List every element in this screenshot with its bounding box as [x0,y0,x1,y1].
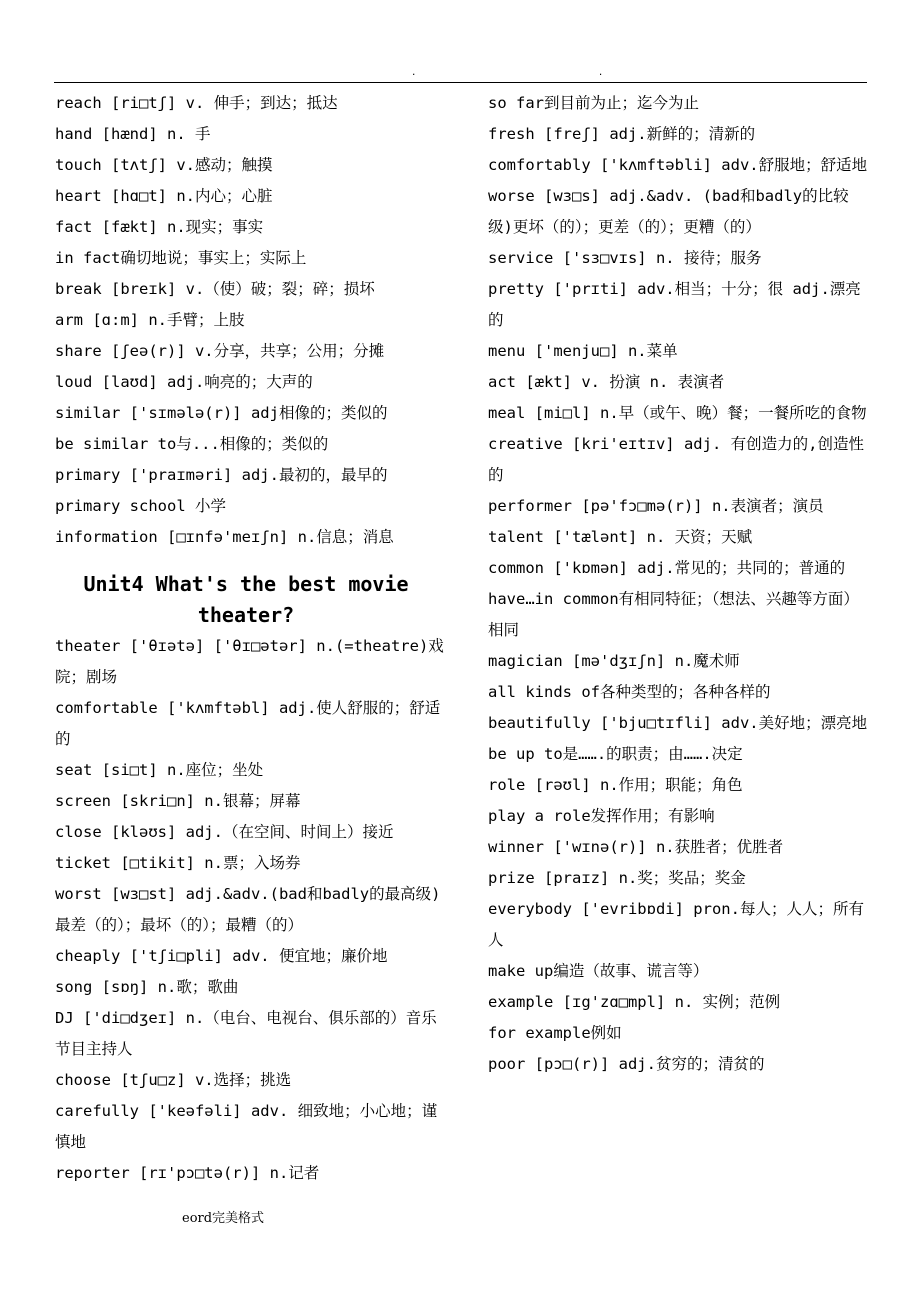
vocab-list-right [488,88,868,1080]
vocab-entry: share [ʃeə(r)] v.分享，共享；公用；分摊 [55,342,385,360]
footer-text: eord完美格式 [182,1211,265,1226]
vocab-entry: role [rəʊl] n.作用；职能；角色 [488,776,743,794]
vocab-entry: seat [si□t] n.座位；坐处 [55,761,264,779]
vocab-entry: menu ['menju□] n.菜单 [488,342,678,360]
vocab-entry: comfortably ['kʌmftəbli] adv.舒服地；舒适地 [488,156,868,174]
unit-title: Unit4 What's the best movie theater? [83,572,409,627]
vocab-entry: primary school 小学 [55,497,226,515]
vocab-entry: service ['sɜ□vɪs] n. 接待；服务 [488,249,762,267]
vocab-entry: meal [mi□l] n.早（或午、晚）餐；一餐所吃的食物 [488,404,867,422]
header-rule [54,82,867,83]
left-column [55,88,447,1189]
vocab-entry: be up to是…….的职责；由…….决定 [488,745,743,763]
vocab-entry: in fact确切地说；事实上；实际上 [55,249,307,267]
vocab-list-left-bottom [55,631,447,1189]
vocab-entry: magician [mə'dʒɪʃn] n.魔术师 [488,652,740,670]
vocab-entry: touch [tʌtʃ] v.感动；触摸 [55,156,273,174]
vocab-entry: pretty ['prɪti] adv.相当；十分；很 adj.漂亮的 [488,280,861,329]
vocab-entry: be similar to与...相像的；类似的 [55,435,329,453]
vocab-entry: play a role发挥作用；有影响 [488,807,715,825]
vocab-entry: ticket [□tikit] n.票；入场券 [55,854,301,872]
vocab-entry: fact [fækt] n.现实；事实 [55,218,264,236]
vocab-entry: creative [kri'eɪtɪv] adj. 有创造力的,创造性的 [488,435,864,484]
vocab-entry: common ['kɒmən] adj.常见的；共同的；普通的 [488,559,846,577]
vocab-entry: act [ækt] v. 扮演 n. 表演者 [488,373,725,391]
vocab-entry: choose [tʃu□z] v.选择；挑选 [55,1071,292,1089]
vocab-entry: worse [wɜ□s] adj.&adv. (bad和badly的比较级)更坏（的）；更差（的）；更糟（的） [488,187,849,236]
vocab-entry: heart [hɑ□t] n.内心；心脏 [55,187,273,205]
vocab-entry: have…in common有相同特征；（想法、兴趣等方面）相同 [488,590,859,639]
vocab-entry: worst [wɜ□st] adj.&adv.(bad和badly的最高级) 最差（的）；最坏（的）；最糟（的） [55,885,441,934]
vocab-entry: similar ['sɪmələ(r)] adj相像的；类似的 [55,404,388,422]
vocab-entry: arm [ɑ:m] n.手臂；上肢 [55,311,245,329]
vocab-entry: prize [praɪz] n.奖；奖品；奖金 [488,869,746,887]
vocab-entry: screen [skri□n] n.银幕；屏幕 [55,792,301,810]
vocab-entry: carefully ['keəfəli] adv. 细致地；小心地；谨慎地 [55,1102,438,1151]
vocab-entry: everybody ['evribɒdi] pron.每人；人人；所有人 [488,900,864,949]
vocab-entry: break [breɪk] v.（使）破；裂；碎；损坏 [55,280,375,298]
vocab-entry: poor [pɔ□(r)] adj.贫穷的；清贫的 [488,1055,765,1073]
vocab-entry: fresh [freʃ] adj.新鲜的；清新的 [488,125,756,143]
vocab-entry: song [sɒŋ] n.歌；歌曲 [55,978,239,996]
vocab-entry: cheaply ['tʃi□pli] adv. 便宜地；廉价地 [55,947,388,965]
vocab-entry: theater ['θɪətə] ['θɪ□ətər] n.(=theatre)戏院；剧场 [55,637,444,686]
vocab-entry: make up编造（故事、谎言等） [488,962,709,980]
vocab-entry: beautifully ['bju□tɪfli] adv.美好地；漂亮地 [488,714,868,732]
vocab-entry: information [□ɪnfə'meɪʃn] n.信息；消息 [55,528,394,546]
vocab-entry: reporter [rɪ'pɔ□tə(r)] n.记者 [55,1164,320,1182]
vocab-entry: for example例如 [488,1024,622,1042]
vocab-entry: reach [ri□tʃ] v. 伸手；到达；抵达 [55,94,338,112]
vocab-entry: primary ['praɪməri] adj.最初的，最早的 [55,466,388,484]
vocab-entry: winner ['wɪnə(r)] n.获胜者；优胜者 [488,838,784,856]
header-dots: . . [411,68,692,78]
vocab-entry: hand [hænd] n. 手 [55,125,211,143]
vocab-entry: loud [laʊd] adj.响亮的；大声的 [55,373,313,391]
right-column [488,88,868,1080]
vocab-entry: all kinds of各种类型的；各种各样的 [488,683,771,701]
vocab-entry: DJ ['di□dʒeɪ] n.（电台、电视台、俱乐部的）音乐节目主持人 [55,1009,437,1058]
vocab-entry: comfortable ['kʌmftəbl] adj.使人舒服的；舒适的 [55,699,441,748]
vocab-entry: so far到目前为止；迄今为止 [488,94,699,112]
vocab-entry: close [kləʊs] adj.（在空间、时间上）接近 [55,823,394,841]
vocab-entry: talent ['tælənt] n. 天资；天赋 [488,528,753,546]
vocab-entry: performer [pə'fɔ□mə(r)] n.表演者；演员 [488,497,824,515]
vocab-entry: example [ɪg'zɑ□mpl] n. 实例；范例 [488,993,781,1011]
vocab-list-left-top [55,88,447,553]
